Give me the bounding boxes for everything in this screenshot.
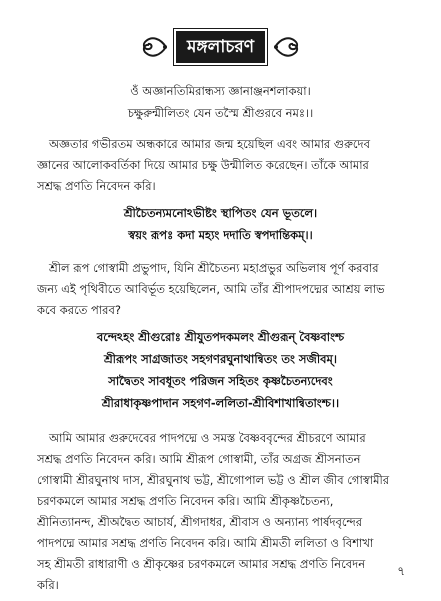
- paragraph-line: পাদপদ্মে আমার সশ্রদ্ধ প্রণতি নিবেদন করি। আমি শ্রীমতী ললিতা ও বিশাখা: [37, 536, 374, 550]
- paragraph-line: করি।: [37, 578, 59, 592]
- paragraph: [37, 428, 405, 596]
- verse-line: চক্ষুরুন্মীলিতং যেন তস্মৈ শ্রীগুরবে নমঃ।।: [127, 106, 314, 120]
- verse-line: শ্রীচৈতন্যমনোঽভীষ্টং স্থাপিতং যেন ভূতলে।: [123, 206, 318, 220]
- paragraph: [37, 258, 405, 321]
- paragraph-line: আমি আমার গুরুদেবের পাদপদ্মে ও সমস্ত বৈষ্ণববৃন্দের শ্রীচরণে আমার: [49, 431, 366, 445]
- right-ornament-icon: [273, 32, 301, 62]
- page-number: ৭: [397, 564, 405, 578]
- paragraph-line: সশ্রদ্ধ প্রণতি নিবেদন করি।: [37, 179, 156, 193]
- left-ornament-icon: [140, 32, 168, 62]
- verse-line: ওঁ অজ্ঞানতিমিরান্ধস্য জ্ঞানাঞ্জনশলাকয়া।: [130, 84, 311, 98]
- title-banner: [0, 30, 441, 64]
- verse-line: স্বয়ং রূপঃ কদা মহ্যং দদাতি স্বপদান্তিকম্।।: [128, 228, 313, 242]
- paragraph-line: সশ্রদ্ধ প্রণতি নিবেদন করি। আমি শ্রীরূপ গোস্বামী, তাঁর অগ্রজ শ্রীসনাতন: [37, 452, 361, 466]
- verse-line: বন্দেঽহং শ্রীগুরোঃ শ্রীযুতপদকমলং শ্রীগুরূন্ বৈষ্ণবাংশ্চ: [96, 330, 345, 344]
- verse-line: শ্রীরূপং সাগ্রজাতং সহগণরঘুনাথান্বিতং তং সজীবম্।: [103, 352, 338, 366]
- paragraph-line: চরণকমলে আমার সশ্রদ্ধ প্রণতি নিবেদন করি। আমি শ্রীকৃষ্ণচৈতন্য,: [37, 494, 334, 508]
- paragraph-line: সহ শ্রীমতী রাধারাণী ও শ্রীকৃষ্ণের চরণকমলে আমার সশ্রদ্ধ প্রণতি নিবেদন: [37, 557, 366, 571]
- paragraph-line: জ্ঞানের আলোকবর্তিকা দিয়ে আমার চক্ষু উন্মীলিত করেছেন। তাঁকে আমার: [37, 158, 369, 172]
- verse-line: শ্রীরাধাকৃষ্ণপাদান সহগণ-ললিতা-শ্রীবিশাখান্বিতাংশ্চ।।: [101, 396, 340, 410]
- verse-line: সাদ্বৈতং সাবধূতং পরিজন সহিতং কৃষ্ণচৈতন্যদেবং: [108, 374, 333, 388]
- paragraph: [37, 134, 405, 197]
- paragraph-line: শ্রীনিত্যানন্দ, শ্রীঅদ্বৈত আচার্য, শ্রীগদাধর, শ্রীবাস ও অন্যান্য পার্ষদবৃন্দের: [37, 515, 363, 529]
- paragraph-line: জন্য এই পৃথিবীতে আবির্ভূত হয়েছিলেন, আমি তাঁর শ্রীপাদপদ্মের আশ্রয় লাভ: [37, 282, 385, 296]
- paragraph-line: শ্রীল রূপ গোস্বামী প্রভুপাদ, যিনি শ্রীচৈতন্য মহাপ্রভুর অভিলাষ পূর্ণ করবার: [49, 261, 379, 275]
- page-title: মঙ্গলাচরণ: [176, 31, 265, 63]
- paragraph-line: অজ্ঞতার গভীরতম অন্ধকারে আমার জন্ম হয়েছিল এবং আমার গুরুদেব: [49, 137, 370, 151]
- paragraph-line: গোস্বামী শ্রীরঘুনাথ দাস, শ্রীরঘুনাথ ভট্ট, শ্রীগোপাল ভট্ট ও শ্রীল জীব গোস্বামীর: [37, 473, 390, 487]
- paragraph-line: কবে করতে পারব?: [37, 303, 121, 317]
